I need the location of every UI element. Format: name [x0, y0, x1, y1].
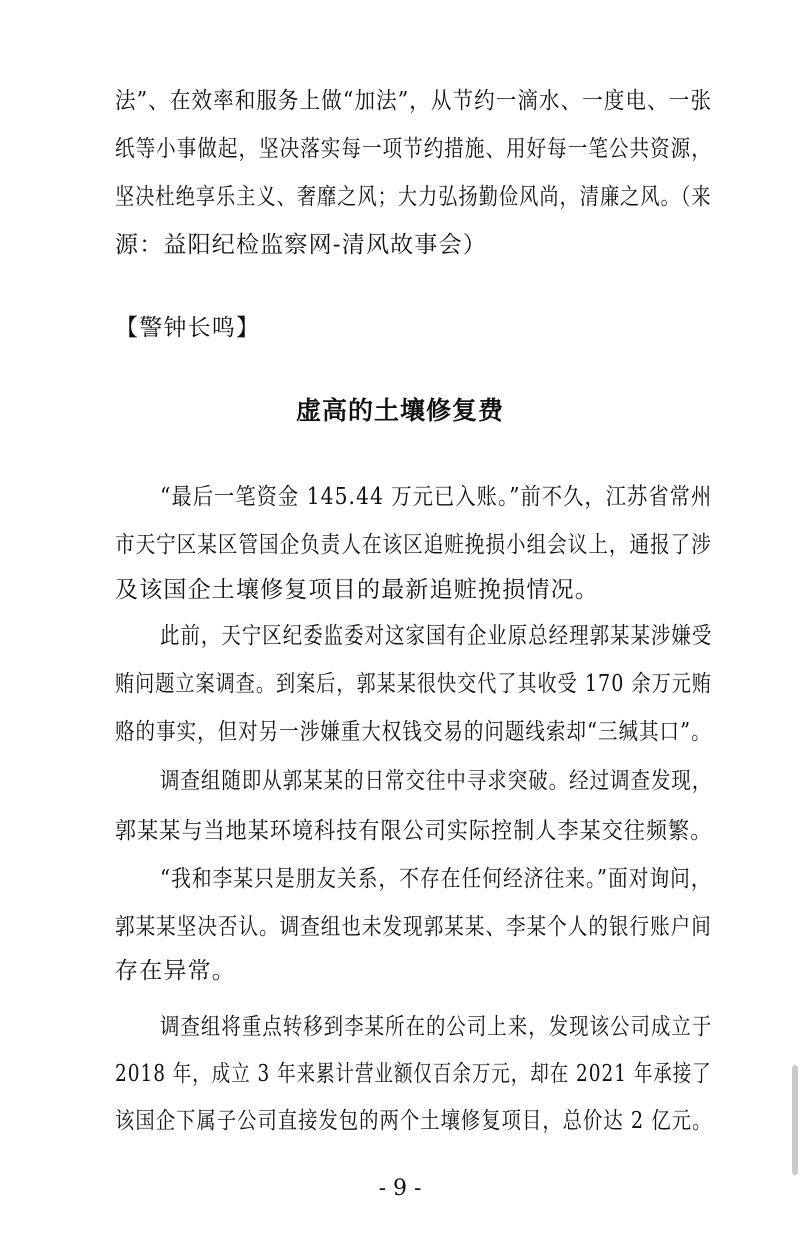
section-tag: 【警钟长鸣】	[115, 315, 261, 341]
paragraph-line: 此前，天宁区纪委监委对这家国有企业原总经理郭某某涉嫌受	[160, 623, 713, 649]
page-number: - 9 -	[378, 1176, 422, 1201]
intro-line: 源：益阳纪检监察网-清风故事会）	[115, 232, 487, 258]
scrollbar[interactable]	[792, 1065, 798, 1175]
intro-line: 法”、在效率和服务上做“加法”，从节约一滴水、一度电、一张	[115, 88, 713, 114]
paragraph-line: “最后一笔资金 145.44 万元已入账。”前不久，江苏省常州	[160, 484, 713, 510]
paragraph-line: 该国企下属子公司直接发包的两个土壤修复项目，总价达 2 亿元。	[115, 1108, 713, 1134]
paragraph-line: 赂的事实，但对另一涉嫌重大权钱交易的问题线索却“三缄其口”。	[115, 719, 712, 745]
paragraph-line: “我和李某只是朋友关系，不存在任何经济往来。”面对询问，	[160, 866, 712, 892]
paragraph-line: 郭某某坚决否认。调查组也未发现郭某某、李某个人的银行账户间	[115, 914, 712, 940]
paragraph-line: 市天宁区某区管国企负责人在该区追赃挽损小组会议上，通报了涉	[115, 532, 712, 558]
paragraph-line: 调查组随即从郭某某的日常交往中寻求突破。经过调查发现，	[160, 768, 713, 794]
paragraph-line: 及该国企土壤修复项目的最新追赃挽损情况。	[115, 577, 599, 603]
paragraph-line: 调查组将重点转移到李某所在的公司上来，发现该公司成立于	[160, 1014, 713, 1040]
paragraph-line: 贿问题立案调查。到案后，郭某某很快交代了其收受 170 余万元贿	[115, 671, 712, 697]
paragraph-line: 郭某某与当地某环境科技有限公司实际控制人李某交往频繁。	[115, 818, 713, 844]
paragraph-line: 存在异常。	[115, 958, 236, 984]
article-title: 虚高的土壤修复费	[295, 396, 504, 425]
paragraph-line: 2018 年，成立 3 年来累计营业额仅百余万元，却在 2021 年承接了	[115, 1061, 712, 1087]
intro-line: 坚决杜绝享乐主义、奢靡之风；大力弘扬勤俭风尚，清廉之风。（来	[115, 184, 712, 210]
intro-line: 纸等小事做起，坚决落实每一项节约措施、用好每一笔公共资源，	[115, 136, 712, 162]
